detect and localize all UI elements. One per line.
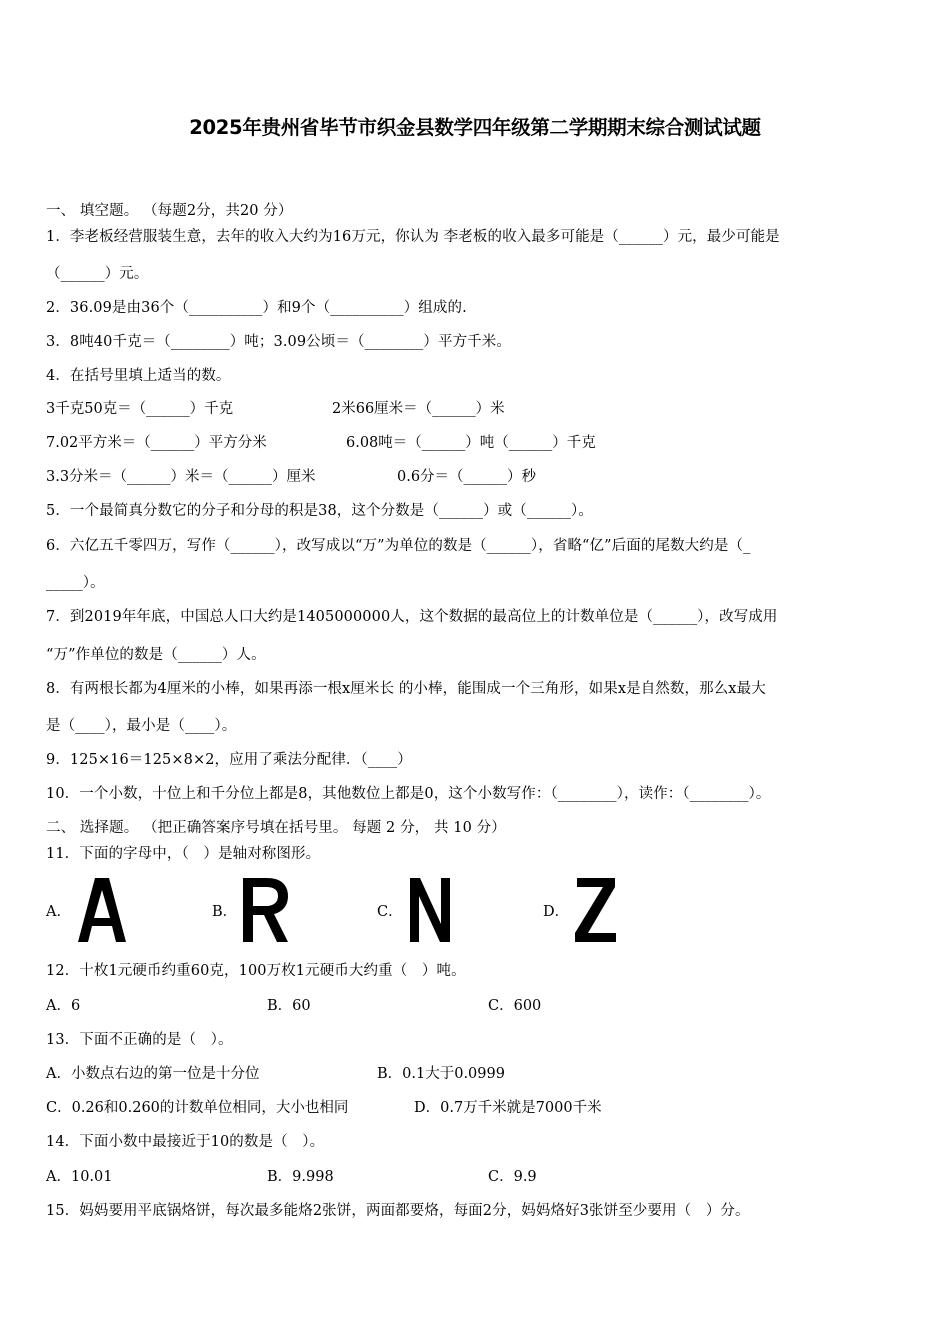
question-6-line-2: _____）。 bbox=[46, 575, 105, 591]
section-1-heading: 一、 填空题。 （每题2分，共20 分） bbox=[46, 203, 293, 219]
question-7-line-2: “万”作单位的数是（______）人。 bbox=[46, 647, 266, 663]
letter-n-figure bbox=[407, 876, 467, 946]
question-8-line-2: 是（____），最小是（____）。 bbox=[46, 718, 237, 734]
question-4: 4．在括号里填上适当的数。 bbox=[46, 368, 231, 384]
question-9: 9．125×16＝125×8×2，应用了乘法分配律．（____） bbox=[46, 752, 412, 768]
option-a-label: A． bbox=[46, 904, 71, 920]
option-c-label: C． bbox=[377, 904, 403, 920]
question-4-row-3-right: 0.6分＝（______）秒 bbox=[397, 469, 537, 485]
letter-z-figure bbox=[572, 876, 632, 946]
question-4-row-1-left: 3千克50克＝（______）千克 bbox=[46, 401, 234, 417]
question-5: 5．一个最简真分数它的分子和分母的积是38，这个分数是（______）或（______）。 bbox=[46, 503, 593, 519]
question-13-option-c: C．0.26和0.260的计数单位相同，大小也相同 bbox=[46, 1100, 349, 1116]
question-4-row-3-left: 3.3分米＝（______）米＝（______）厘米 bbox=[46, 469, 316, 485]
letter-a-figure bbox=[76, 876, 136, 946]
question-13: 13．下面不正确的是（ ）。 bbox=[46, 1032, 233, 1048]
question-15: 15．妈妈要用平底锅烙饼，每次最多能烙2张饼，两面都要烙，每面2分，妈妈烙好3张饼至少要用（ ）分。 bbox=[46, 1203, 750, 1219]
question-10: 10．一个小数，十位上和千分位上都是8，其他数位上都是0，这个小数写作：（________），读作：（________）。 bbox=[46, 786, 771, 802]
question-14-option-b: B．9.998 bbox=[267, 1169, 334, 1185]
question-12: 12．十枚1元硬币约重60克，100万枚1元硬币大约重（ ）吨。 bbox=[46, 963, 466, 979]
question-1-line-1: 1．李老板经营服装生意，去年的收入大约为16万元，你认为 李老板的收入最多可能是（______）元，最少可能是 bbox=[46, 229, 780, 245]
question-4-row-1-right: 2米66厘米＝（______）米 bbox=[332, 401, 505, 417]
letter-r-figure bbox=[240, 876, 300, 946]
option-d-label: D． bbox=[543, 904, 570, 920]
question-13-option-a: A．小数点右边的第一位是十分位 bbox=[46, 1066, 260, 1082]
question-4-row-2-left: 7.02平方米＝（______）平方分米 bbox=[46, 435, 267, 451]
section-2-heading: 二、 选择题。 （把正确答案序号填在括号里。 每题 2 分， 共 10 分） bbox=[46, 820, 506, 836]
question-6-line-1: 6．六亿五千零四万，写作（______），改写成以“万”为单位的数是（______），省略“亿”后面的尾数大约是（_ bbox=[46, 538, 751, 554]
question-12-option-b: B．60 bbox=[267, 998, 311, 1014]
question-12-option-a: A．6 bbox=[46, 998, 81, 1014]
question-3: 3．8吨40千克＝（________）吨；3.09公顷＝（________）平方千米。 bbox=[46, 334, 511, 350]
question-2: 2．36.09是由36个（__________）和9个（__________）组成的. bbox=[46, 300, 467, 316]
question-1-line-2: （______）元。 bbox=[46, 266, 149, 282]
question-14-option-a: A．10.01 bbox=[46, 1169, 113, 1185]
option-b-label: B． bbox=[212, 904, 238, 920]
question-14-option-c: C．9.9 bbox=[488, 1169, 537, 1185]
page-title: 2025年贵州省毕节市织金县数学四年级第二学期期末综合测试试题 bbox=[189, 116, 761, 139]
question-11: 11．下面的字母中，（ ）是轴对称图形。 bbox=[46, 846, 321, 862]
question-14: 14．下面小数中最接近于10的数是（ ）。 bbox=[46, 1134, 325, 1150]
question-12-option-c: C．600 bbox=[488, 998, 542, 1014]
question-4-row-2-right: 6.08吨＝（______）吨（______）千克 bbox=[346, 435, 596, 451]
question-8-line-1: 8．有两根长都为4厘米的小棒，如果再添一根x厘米长 的小棒，能围成一个三角形，如果x是自然数，那么x最大 bbox=[46, 681, 766, 697]
question-13-option-d: D．0.7万千米就是7000千米 bbox=[414, 1100, 602, 1116]
question-13-option-b: B．0.1大于0.0999 bbox=[377, 1066, 505, 1082]
question-7-line-1: 7．到2019年年底，中国总人口大约是1405000000人，这个数据的最高位上的计数单位是（______），改写成用 bbox=[46, 609, 778, 625]
